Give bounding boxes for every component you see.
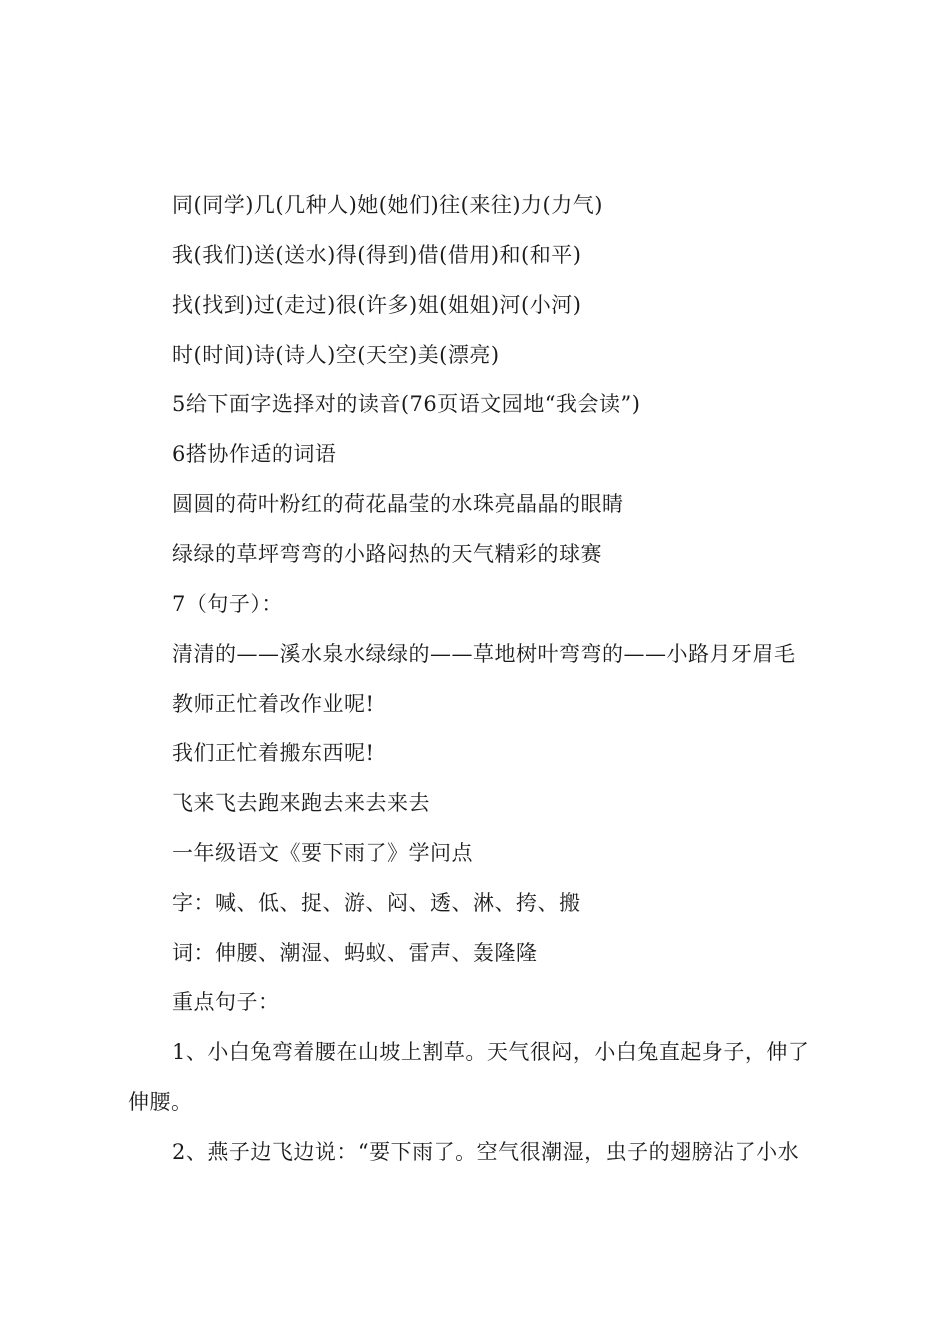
- text-line: 1、小白兔弯着腰在山坡上割草。天气很闷，小白兔直起身子，伸了: [172, 1040, 810, 1064]
- text-line: 5给下面字选择对的读音(76页语文园地“我会读”): [172, 392, 641, 416]
- text-line: 字：喊、低、捉、游、闷、透、淋、挎、搬: [172, 891, 581, 915]
- text-line: 重点句子：: [172, 990, 280, 1014]
- text-line: 时(时间)诗(诗人)空(天空)美(漂亮): [172, 343, 500, 367]
- text-line: 6搭协作适的词语: [172, 442, 337, 466]
- text-line: 教师正忙着改作业呢!: [172, 692, 375, 716]
- text-line: 同(同学)几(几种人)她(她们)往(来往)力(力气): [172, 193, 603, 217]
- text-line: 一年级语文《要下雨了》学问点: [172, 841, 473, 865]
- text-line: 清清的——溪水泉水绿绿的——草地树叶弯弯的——小路月牙眉毛: [172, 642, 796, 666]
- text-line: 7（句子）：: [172, 592, 283, 616]
- text-line: 绿绿的草坪弯弯的小路闷热的天气精彩的球赛: [172, 542, 602, 566]
- text-line: 我们正忙着搬东西呢!: [172, 741, 375, 765]
- text-line: 2、燕子边飞边说：“要下雨了。空气很潮湿，虫子的翅膀沾了小水: [172, 1140, 800, 1164]
- text-line: 圆圆的荷叶粉红的荷花晶莹的水珠亮晶晶的眼睛: [172, 492, 624, 516]
- text-line: 我(我们)送(送水)得(得到)借(借用)和(和平): [172, 243, 582, 267]
- text-line: 飞来飞去跑来跑去来去来去: [172, 791, 430, 815]
- text-line: 伸腰。: [128, 1090, 193, 1114]
- text-line: 找(找到)过(走过)很(许多)姐(姐姐)河(小河): [172, 293, 582, 317]
- text-line: 词：伸腰、潮湿、蚂蚁、雷声、轰隆隆: [172, 941, 538, 965]
